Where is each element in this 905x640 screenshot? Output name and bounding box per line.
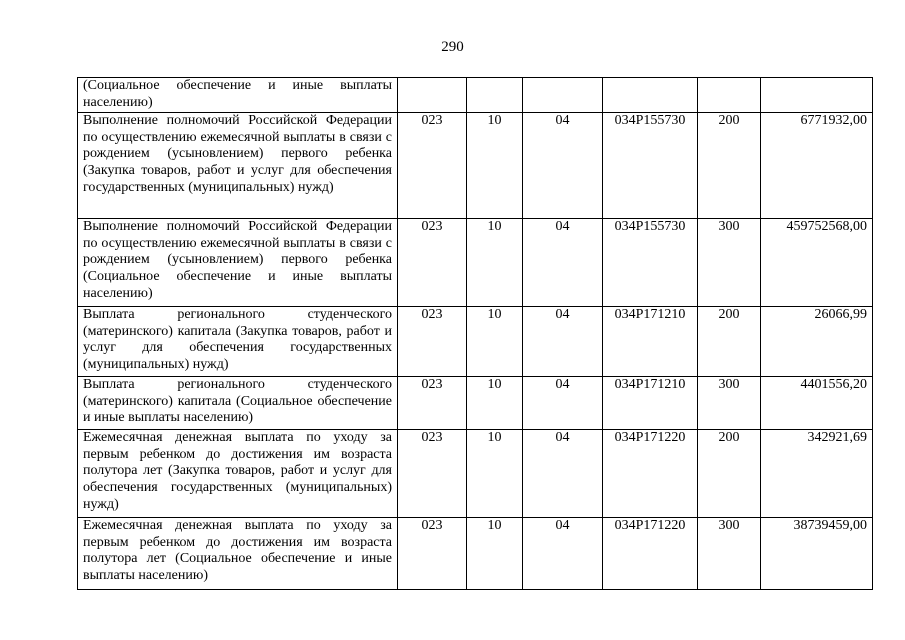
table-row [78,113,873,219]
row-expense-type: 300 [698,518,761,590]
row-target-article: 034P155730 [603,219,698,307]
row-section: 10 [467,430,523,518]
row-amount: 38739459,00 [761,518,873,590]
row-description: Выплата регионального студенческого (материнского) капитала (Закупка товаров, работ и услуг для обеспечения государственных (муниципальных) нужд) [78,307,398,377]
row-grbs-code: 023 [398,430,467,518]
row-expense-type: 200 [698,307,761,377]
row-grbs-code: 023 [398,518,467,590]
row-grbs-code [398,78,467,113]
row-section: 10 [467,307,523,377]
row-description: Выполнение полномочий Российской Федерации по осуществлению ежемесячной выплаты в связи с рождением (усыновлением) первого ребенка (Социальное обеспечение и иные выплаты населению) [78,219,398,307]
budget-table [77,77,873,590]
row-section: 10 [467,219,523,307]
page-number: 290 [441,39,464,55]
row-amount: 4401556,20 [761,377,873,430]
row-amount: 459752568,00 [761,219,873,307]
row-subsection: 04 [523,377,603,430]
row-section [467,78,523,113]
row-description: Ежемесячная денежная выплата по уходу за первым ребенком до достижения им возраста полутора лет (Социальное обеспечение и иные выплаты населению) [78,518,398,590]
row-expense-type: 300 [698,377,761,430]
row-target-article: 034P155730 [603,113,698,219]
row-target-article: 034P171210 [603,377,698,430]
row-subsection: 04 [523,518,603,590]
row-description: Ежемесячная денежная выплата по уходу за первым ребенком до достижения им возраста полутора лет (Закупка товаров, работ и услуг для обеспечения государственных (муниципальных) нужд) [78,430,398,518]
row-grbs-code: 023 [398,307,467,377]
row-grbs-code: 023 [398,377,467,430]
row-grbs-code: 023 [398,113,467,219]
row-amount [761,78,873,113]
row-expense-type: 200 [698,430,761,518]
row-subsection: 04 [523,430,603,518]
row-subsection: 04 [523,307,603,377]
row-target-article: 034P171220 [603,518,698,590]
row-section: 10 [467,113,523,219]
table-row [78,518,873,590]
table-row [78,78,873,113]
row-target-article [603,78,698,113]
row-description: Выполнение полномочий Российской Федерации по осуществлению ежемесячной выплаты в связи с рождением (усыновлением) первого ребенка (Закупка товаров, работ и услуг для обеспечения государственных (муниципальных) нужд) [78,113,398,219]
row-section: 10 [467,377,523,430]
row-amount: 6771932,00 [761,113,873,219]
row-section: 10 [467,518,523,590]
row-amount: 26066,99 [761,307,873,377]
row-description: Выплата регионального студенческого (материнского) капитала (Социальное обеспечение и иные выплаты населению) [78,377,398,430]
table-row [78,219,873,307]
row-subsection [523,78,603,113]
row-target-article: 034P171220 [603,430,698,518]
row-subsection: 04 [523,113,603,219]
row-expense-type: 300 [698,219,761,307]
row-expense-type [698,78,761,113]
row-description: (Социальное обеспечение и иные выплаты населению) [78,78,398,113]
row-subsection: 04 [523,219,603,307]
row-grbs-code: 023 [398,219,467,307]
table-row [78,430,873,518]
row-expense-type: 200 [698,113,761,219]
row-target-article: 034P171210 [603,307,698,377]
table-row [78,307,873,377]
table-row [78,377,873,430]
row-amount: 342921,69 [761,430,873,518]
